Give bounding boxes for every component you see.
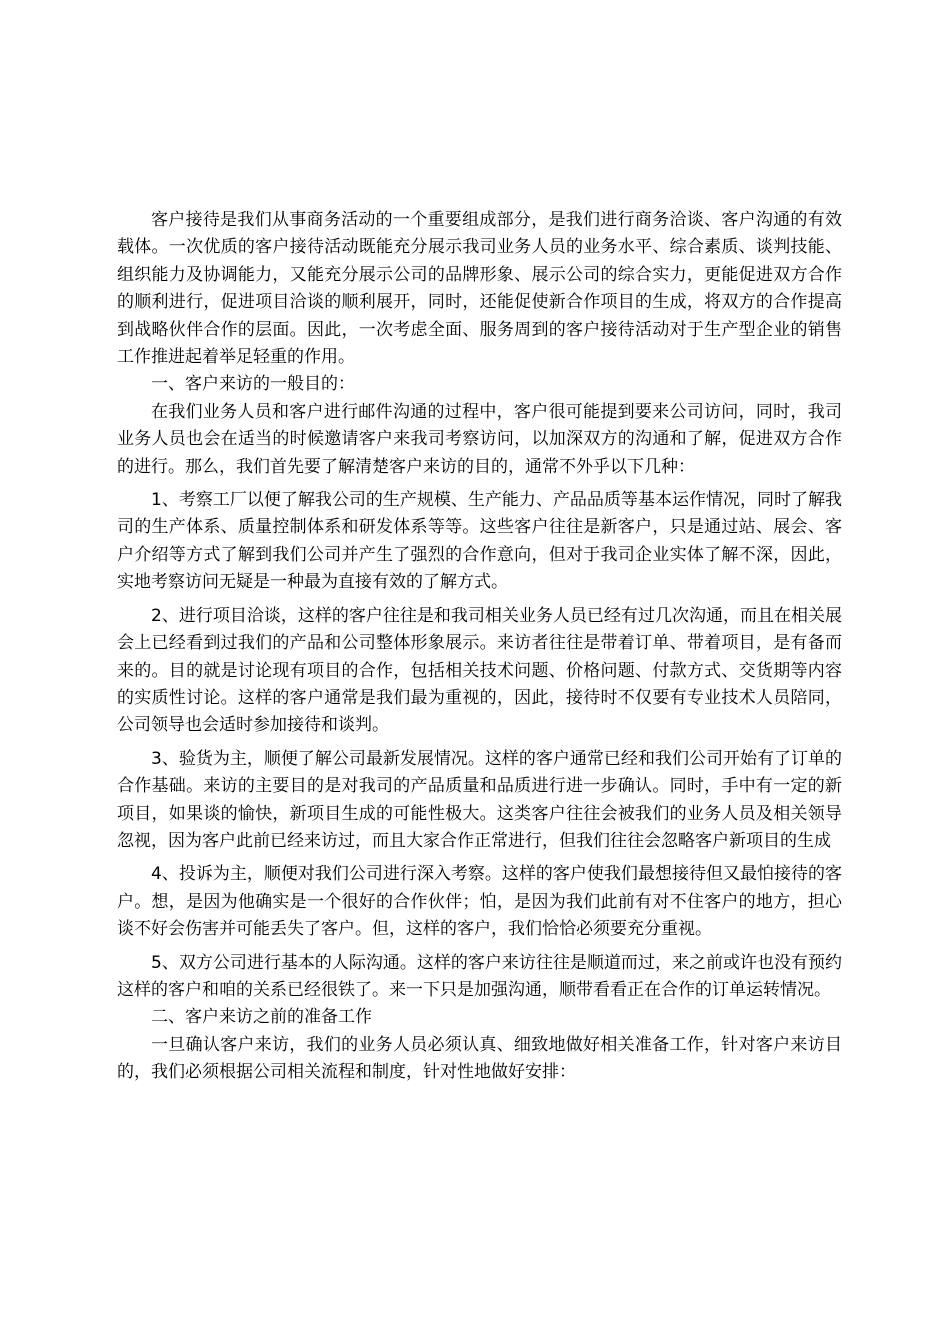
section-heading-2: 二、客户来访之前的准备工作: [151, 1007, 372, 1028]
purpose-item-1: 1、考察工厂以便了解我公司的生产规模、生产能力、产品品质等基本运作情况，同时了解我司的生产体系、质量控制体系和研发体系等等。这些客户往往是新客户，只是通过站、展会、客户介绍等方式了解到我们公司并产生了强烈的合作意向，但对于我司企业实体了解不深，因此，实地考察访问无疑是一种最为直接有效的了解方式。: [117, 490, 842, 593]
purpose-item-4: 4、投诉为主，顺便对我们公司进行深入考察。这样的客户使我们最想接待但又最怕接待的客户。想，是因为他确实是一个很好的合作伙伴；怕，是因为我们此前有对不住客户的地方，担心谈不好会伤害并可能丢失了客户。但，这样的客户，我们恰恰必须要充分重视。: [117, 864, 842, 940]
document-body: [117, 207, 842, 1087]
section-2-intro-paragraph: 一旦确认客户来访，我们的业务人员必须认真、细致地做好相关准备工作，针对客户来访目的，我们必须根据公司相关流程和制度，针对性地做好安排：: [117, 1034, 842, 1083]
section-heading-1: 一、客户来访的一般目的：: [151, 374, 355, 395]
intro-paragraph: 客户接待是我们从事商务活动的一个重要组成部分，是我们进行商务洽谈、客户沟通的有效载体。一次优质的客户接待活动既能充分展示我司业务人员的业务水平、综合素质、谈判技能、组织能力及协调能力，又能充分展示公司的品牌形象、展示公司的综合实力，更能促进双方合作的顺利进行，促进项目洽谈的顺利展开，同时，还能促使新合作项目的生成，将双方的合作提高到战略伙伴合作的层面。因此，一次考虑全面、服务周到的客户接待活动对于生产型企业的销售工作推进起着举足轻重的作用。: [117, 210, 842, 368]
purpose-item-2: 2、进行项目洽谈，这样的客户往往是和我司相关业务人员已经有过几次沟通，而且在相关展会上已经看到过我们的产品和公司整体形象展示。来访者往往是带着订单、带着项目，是有备而来的。目的就是讨论现有项目的合作，包括相关技术问题、价格问题、付款方式、交货期等内容的实质性讨论。这样的客户通常是我们最为重视的，因此，接待时不仅要有专业技术人员陪同，公司领导也会适时参加接待和谈判。: [117, 605, 842, 736]
purpose-item-3: 3、验货为主，顺便了解公司最新发展情况。这样的客户通常已经和我们公司开始有了订单的合作基础。来访的主要目的是对我司的产品质量和品质进行进一步确认。同时，手中有一定的新项目，如果谈的愉快，新项目生成的可能性极大。这类客户往往会被我们的业务人员及相关领导忽视，因为客户此前已经来访过，而且大家合作正常进行，但我们往往会忽略客户新项目的生成: [117, 748, 842, 851]
section-1-intro-paragraph: 在我们业务人员和客户进行邮件沟通的过程中，客户很可能提到要来公司访问，同时，我司业务人员也会在适当的时候邀请客户来我司考察访问，以加深双方的沟通和了解，促进双方合作的进行。那么，我们首先要了解清楚客户来访的目的，通常不外乎以下几种：: [117, 401, 842, 477]
purpose-item-5: 5、双方公司进行基本的人际沟通。这样的客户来访往往是顺道而过，来之前或许也没有预约这样的客户和咱的关系已经很铁了。来一下只是加强沟通，顺带看看正在合作的订单运转情况。: [117, 952, 842, 1000]
